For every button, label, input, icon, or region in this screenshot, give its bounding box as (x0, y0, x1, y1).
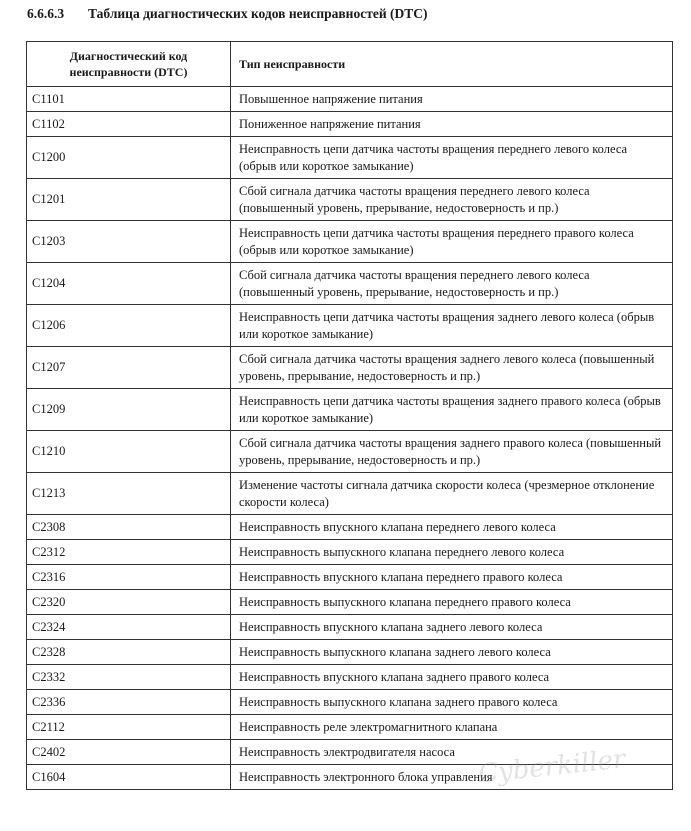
section-number: 6.6.6.3 (27, 6, 65, 21)
table-row (27, 389, 673, 431)
fault-type-cell: Неисправность выпускного клапана переднего правого колеса (231, 590, 673, 615)
dtc-code-cell: C2332 (27, 665, 231, 690)
table-header-row (27, 42, 673, 87)
section-heading (27, 6, 427, 22)
fault-type-cell: Неисправность впускного клапана переднего левого колеса (231, 515, 673, 540)
table-row (27, 515, 673, 540)
table-row (27, 221, 673, 263)
fault-type-cell: Неисправность цепи датчика частоты вращения переднего левого колеса (обрыв или короткое замыкание) (231, 137, 673, 179)
fault-type-cell: Неисправность электродвигателя насоса (231, 740, 673, 765)
column-header-code-line2: неисправности (DTC) (69, 65, 188, 79)
column-header-type: Тип неисправности (231, 42, 673, 87)
dtc-code-cell: C2308 (27, 515, 231, 540)
dtc-code-cell: C1209 (27, 389, 231, 431)
table-row (27, 112, 673, 137)
table-row (27, 715, 673, 740)
table-row (27, 640, 673, 665)
table-row (27, 137, 673, 179)
fault-type-cell: Повышенное напряжение питания (231, 87, 673, 112)
dtc-code-cell: C1210 (27, 431, 231, 473)
dtc-code-cell: C1204 (27, 263, 231, 305)
table-row (27, 431, 673, 473)
dtc-table (26, 41, 673, 790)
fault-type-cell: Неисправность реле электромагнитного клапана (231, 715, 673, 740)
column-header-code (27, 42, 231, 87)
table-row (27, 740, 673, 765)
fault-type-cell: Неисправность впускного клапана заднего левого колеса (231, 615, 673, 640)
fault-type-cell: Неисправность впускного клапана заднего правого колеса (231, 665, 673, 690)
dtc-code-cell: C2324 (27, 615, 231, 640)
dtc-code-cell: C2336 (27, 690, 231, 715)
table-row (27, 540, 673, 565)
dtc-code-cell: C1206 (27, 305, 231, 347)
fault-type-cell: Изменение частоты сигнала датчика скорости колеса (чрезмерное отклонение скорости колеса) (231, 473, 673, 515)
table-row (27, 179, 673, 221)
fault-type-cell: Неисправность выпускного клапана заднего левого колеса (231, 640, 673, 665)
dtc-code-cell: C1201 (27, 179, 231, 221)
dtc-code-cell: C2112 (27, 715, 231, 740)
dtc-code-cell: C1213 (27, 473, 231, 515)
table-row (27, 347, 673, 389)
table-row (27, 87, 673, 112)
table-row (27, 765, 673, 790)
dtc-code-cell: C2402 (27, 740, 231, 765)
dtc-code-cell: C1102 (27, 112, 231, 137)
table-row (27, 305, 673, 347)
dtc-code-cell: C1101 (27, 87, 231, 112)
fault-type-cell: Неисправность впускного клапана переднего правого колеса (231, 565, 673, 590)
fault-type-cell: Неисправность цепи датчика частоты вращения заднего левого колеса (обрыв или короткое замыкание) (231, 305, 673, 347)
dtc-code-cell: C1604 (27, 765, 231, 790)
fault-type-cell: Неисправность выпускного клапана заднего правого колеса (231, 690, 673, 715)
table-row (27, 590, 673, 615)
table-row (27, 690, 673, 715)
fault-type-cell: Неисправность цепи датчика частоты вращения заднего правого колеса (обрыв или короткое замыкание) (231, 389, 673, 431)
fault-type-cell: Пониженное напряжение питания (231, 112, 673, 137)
table-row (27, 665, 673, 690)
dtc-code-cell: C1200 (27, 137, 231, 179)
fault-type-cell: Неисправность электронного блока управления (231, 765, 673, 790)
dtc-code-cell: C1203 (27, 221, 231, 263)
table-row (27, 263, 673, 305)
fault-type-cell: Сбой сигнала датчика частоты вращения заднего левого колеса (повышенный уровень, прерывание, недостоверность и пр.) (231, 347, 673, 389)
dtc-code-cell: C2328 (27, 640, 231, 665)
watermark-logo: Cyberkiller (476, 744, 627, 790)
table-row (27, 615, 673, 640)
dtc-code-cell: C2316 (27, 565, 231, 590)
fault-type-cell: Сбой сигнала датчика частоты вращения переднего левого колеса (повышенный уровень, прерывание, недостоверность и пр.) (231, 263, 673, 305)
fault-type-cell: Неисправность выпускного клапана переднего левого колеса (231, 540, 673, 565)
section-title: Таблица диагностических кодов неисправностей (DTC) (88, 6, 428, 21)
dtc-code-cell: C2312 (27, 540, 231, 565)
fault-type-cell: Сбой сигнала датчика частоты вращения заднего правого колеса (повышенный уровень, прерывание, недостоверность и пр.) (231, 431, 673, 473)
column-header-code-line1: Диагностический код (69, 49, 188, 63)
fault-type-cell: Сбой сигнала датчика частоты вращения переднего левого колеса (повышенный уровень, прерывание, недостоверность и пр.) (231, 179, 673, 221)
dtc-code-cell: C2320 (27, 590, 231, 615)
table-row (27, 565, 673, 590)
table-row (27, 473, 673, 515)
fault-type-cell: Неисправность цепи датчика частоты вращения переднего правого колеса (обрыв или короткое замыкание) (231, 221, 673, 263)
dtc-code-cell: C1207 (27, 347, 231, 389)
